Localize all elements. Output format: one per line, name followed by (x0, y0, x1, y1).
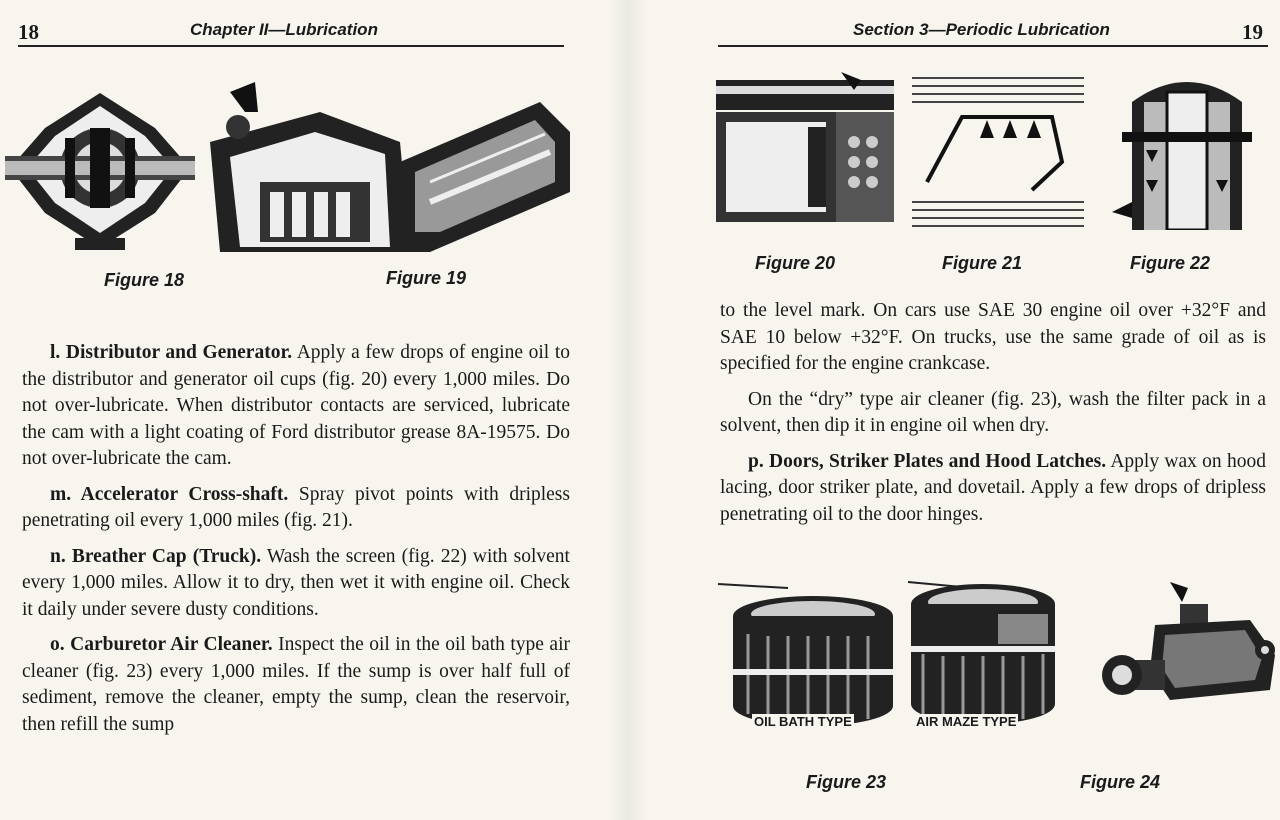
figure-23-illustration (718, 574, 1058, 734)
paragraph-p (720, 449, 1266, 529)
paragraph-body: Spray pivot points with dripless penetrating oil every 1,000 miles (fig. 21). (22, 483, 570, 531)
right-page (640, 0, 1280, 820)
figure-21-caption: Figure 21 (942, 253, 1023, 273)
figure-24-illustration (1100, 580, 1280, 730)
figure-22-caption: Figure 22 (1130, 253, 1211, 273)
header-rule (718, 45, 1268, 47)
figure-20-caption: Figure 20 (755, 253, 836, 273)
figure-23-label-air-maze: AIR MAZE TYPE (916, 714, 1017, 729)
paragraph-l (22, 340, 570, 473)
paragraph-heading: p. Doors, Striker Plates and Hood Latches. (748, 450, 1107, 472)
figure-18-caption: Figure 18 (104, 270, 185, 290)
paragraph-dry-cleaner (720, 387, 1266, 440)
paragraph-body: Inspect the oil in the oil bath type air cleaner (fig. 23) every 1,000 miles. If the sump is over half full of sediment, remove the cleaner, empty the sump, clean the reservoir, then refill the sump (22, 634, 570, 735)
paragraph-heading: o. Carburetor Air Cleaner. (50, 634, 273, 655)
paragraph-heading: l. Distributor and Generator. (50, 342, 293, 363)
figure-19-illustration (200, 82, 575, 254)
figure-21-illustration (912, 72, 1084, 230)
figure-23-caption: Figure 23 (806, 772, 887, 792)
left-body-text (22, 340, 570, 747)
paragraph-n (22, 544, 570, 624)
page-number: 18 (18, 20, 39, 44)
paragraph-o (22, 632, 570, 738)
figure-19-caption: Figure 19 (386, 268, 467, 288)
figure-18-illustration (5, 88, 195, 253)
paragraph-heading: m. Accelerator Cross-shaft. (50, 483, 289, 505)
paragraph-continued (720, 298, 1266, 378)
header-rule (18, 45, 564, 47)
figure-20-illustration (716, 72, 894, 230)
figure-24-caption: Figure 24 (1080, 772, 1161, 792)
paragraph-m (22, 482, 570, 535)
figure-22-illustration (1112, 72, 1262, 230)
figure-23-label-oil-bath: OIL BATH TYPE (754, 714, 852, 729)
paragraph-body: On the “dry” type air cleaner (fig. 23), wash the filter pack in a solvent, then dip it in engine oil when dry. (720, 388, 1266, 436)
paragraph-body: Wash the screen (fig. 22) with solvent every 1,000 miles. Allow it to dry, then wet it with engine oil. Check it daily under severe dusty conditions. (22, 545, 570, 620)
paragraph-heading: n. Breather Cap (Truck). (50, 545, 262, 567)
running-head: Section 3—Periodic Lubrication (853, 20, 1110, 39)
running-head: Chapter II—Lubrication (190, 20, 378, 39)
right-body-text (720, 298, 1266, 537)
paragraph-body: Apply a few drops of engine oil to the distributor and generator oil cups (fig. 20) every 1,000 miles. Do not over-lubricate. When distributor contacts are serviced, lubricate the cam with a light coating of Ford distributor grease 8A-19575. Do not over-lubricate the cam. (22, 342, 570, 469)
paragraph-body: Apply wax on hood lacing, door striker plate, and dovetail. Apply a few drops of dripless penetrating oil to the door hinges. (720, 450, 1266, 525)
paragraph-body: to the level mark. On cars use SAE 30 engine oil over +32°F and SAE 10 below +32°F. On trucks, use the same grade of oil as is specified for the engine crankcase. (720, 300, 1266, 374)
page-number: 19 (1242, 20, 1263, 44)
